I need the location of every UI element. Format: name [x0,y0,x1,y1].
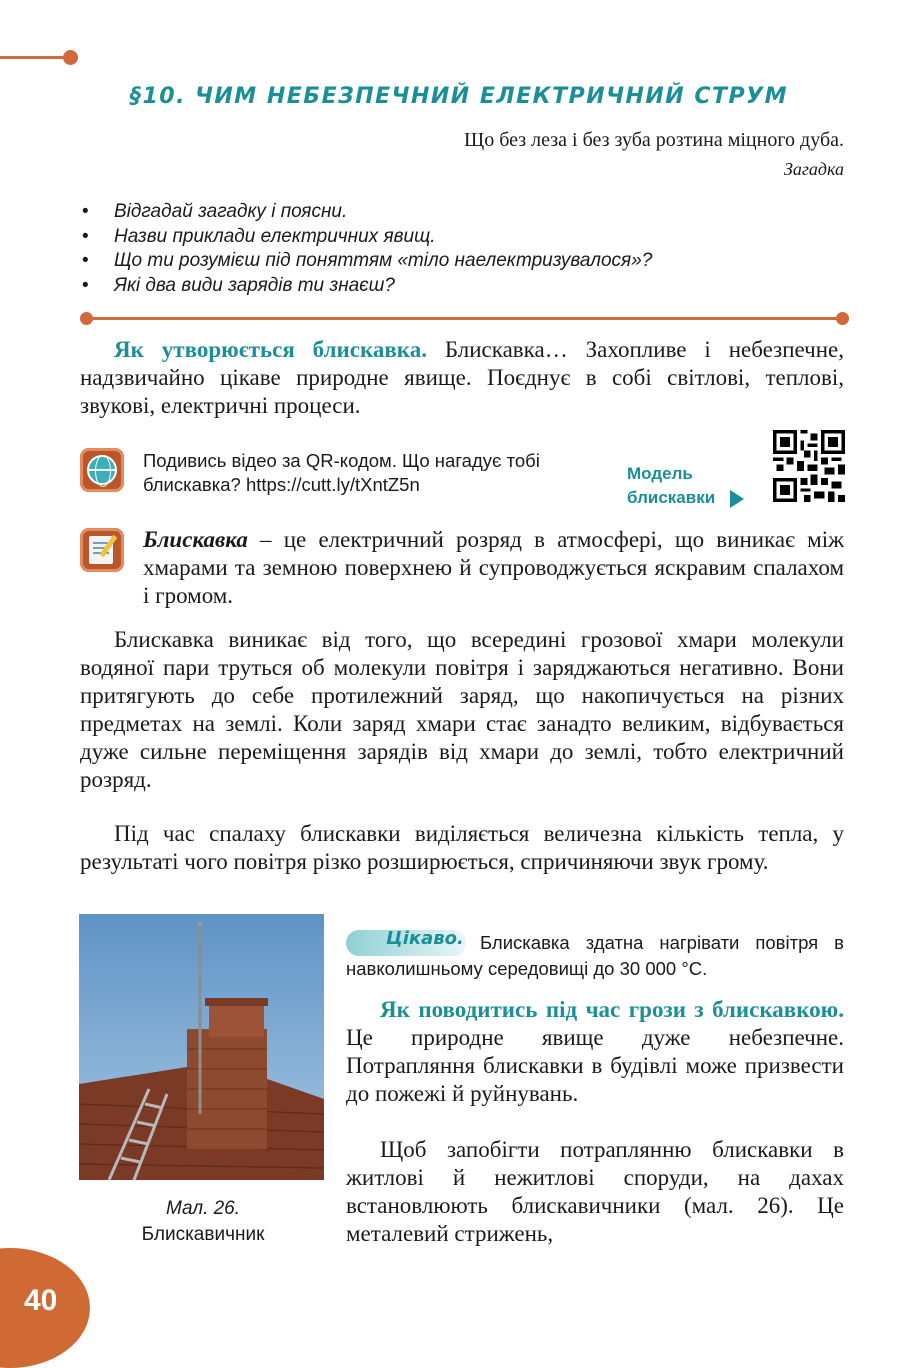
top-decor-dot [63,50,78,65]
section-divider [86,317,842,320]
figure-number: Мал. 26. [165,1198,241,1219]
section-heading-formation: Як утворюється блискавка. [114,337,427,362]
model-link-label[interactable]: Модель блискавки [627,464,716,507]
question-item: • Назви приклади електричних явищ. [82,225,436,247]
figure-caption [80,1196,326,1248]
video-prompt: Подивись відео за QR-кодом. Що нагадує тобі блискавка? https://cutt.ly/tXntZ5n [143,450,540,495]
paragraph-lightning-formation: Як утворюється блискавка. Блискавка… Захопливе і небезпечне, надзвичайно цікаве природне явище. Поєднує в собі світлові, теплові, звукові, електричні процеси. [80,337,844,418]
riddle-source: Загадка [783,159,844,179]
page-number: 40 [24,1284,58,1317]
question-item: • Що ти розумієш під поняттям «тіло наелектризувалося»? [82,250,653,271]
play-arrow-icon[interactable] [730,490,744,508]
paragraph-thunder: Під час спалаху блискавки виділяється величезна кількість тепла, у результаті чого повітря різко розширюється, спричиняючи звук грому. [80,821,844,874]
riddle-text: Що без леза і без зуба розтина міцного дуба. [464,129,844,151]
qr-code[interactable] [773,430,845,502]
divider-dot-left [80,312,93,325]
question-list [80,200,860,298]
definition-icon [80,528,124,572]
top-decor-line [0,56,68,59]
figure-title: Блискавичник [141,1224,265,1245]
paragraph-lightning-origin: Блискавка виникає від того, що всередині грозової хмари молекули водяної пари труться об молекули повітря і заряджаються негативно. Вони притягують до себе протилежний заряд, що накопичується на різних предметах на землі. Коли заряд хмари стає занадто великим, відбувається дуже сильне переміщення зарядів від хмари до землі, тобто електричний розряд. [80,627,844,792]
question-item: • Відгадай загадку і поясни. [82,201,348,222]
divider-dot-right [836,312,849,325]
globe-icon [80,448,124,492]
lightning-rod-photo [79,914,324,1180]
section-heading-storm: Як поводитись під час грози з блискавкою. [380,997,844,1022]
question-item: • Які два види зарядів ти знаєш? [82,274,395,296]
interesting-label: Цікаво. [386,928,464,949]
paragraph-lightning-rod: Щоб запобігти потраплянню блискавки в житлові й нежитлові споруди, на дахах встановлюють блискавичники (мал. 26). Це металевий стрижень, [346,1137,844,1246]
page-title: §10. ЧИМ НЕБЕЗПЕЧНИЙ ЕЛЕКТРИЧНИЙ СТРУМ [129,84,788,109]
definition-term: Блискавка [143,527,248,552]
lightning-definition: Блискавка – це електричний розряд в атмосфері, що виникає між хмарами та земною поверхнею й супроводжується яскравим спалахом і громом. [143,527,844,608]
paragraph-storm-behavior: Як поводитись під час грози з блискавкою. Це природне явище дуже небезпечне. Потрапляння блискавки в будівлі може призвести до пожежі й руйнувань. [346,997,844,1106]
interesting-fact: Блискавка здатна нагрівати повітря в навколишньому середовищі до 30 000 °С. [346,932,844,979]
